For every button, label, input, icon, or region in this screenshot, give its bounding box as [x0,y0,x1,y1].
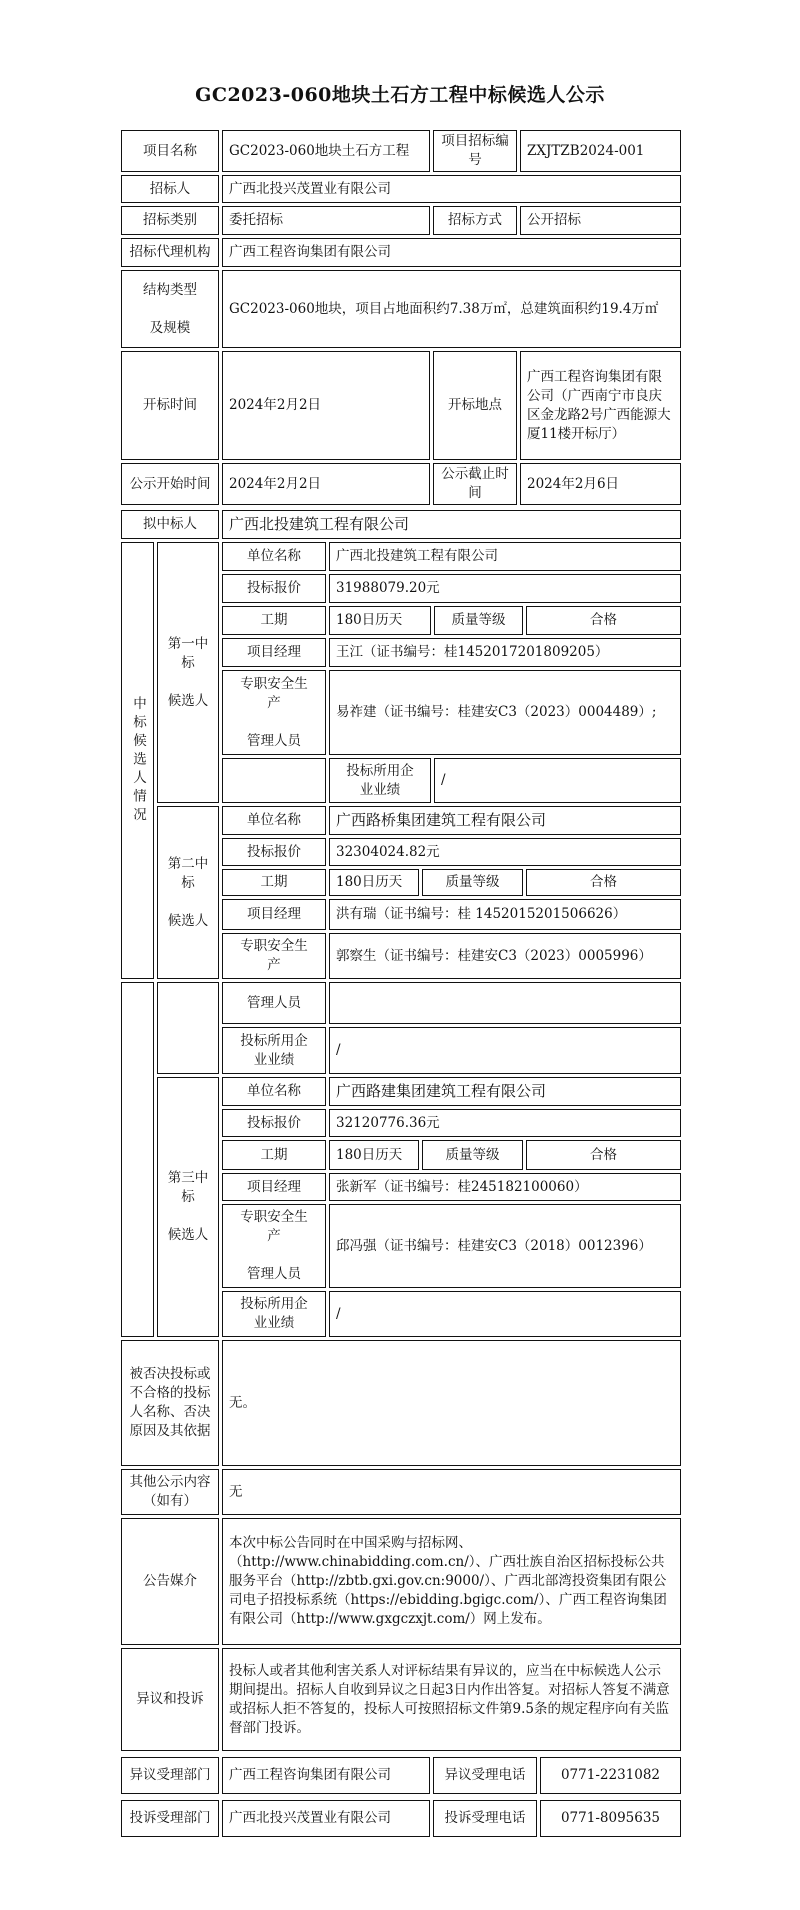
candidate-1-rank: 第一中 标 候选人 [157,542,219,803]
value-media: 本次中标公告同时在中国采购与招标网、（http://www.chinabidding.com.cn/）、广西壮族自治区招标投标公共服务平台（http://zbtb.gxi.gov.cn:9000/）、广西北部湾投资集团有限公司电子招投标系统（https://ebidding.bgigc.com/）、广西工程咨询集团有限公司（http://www.gxgczxjt.com/）网上发布。 [222,1518,681,1645]
value-complaint-dept: 广西北投兴茂置业有限公司 [222,1800,430,1837]
c3-price-label: 投标报价 [222,1109,326,1137]
candidate-2-rank: 第二中 标 候选人 [157,806,219,979]
value-other: 无 [222,1469,681,1515]
value-open-place: 广西工程咨询集团有限公司（广西南宁市良庆区金龙路2号广西能源大厦11楼开标厅） [520,351,681,460]
c1-performance-value: / [434,758,681,803]
c2-safety-value: 郭察生（证书编号：桂建安C3（2023）0005996） [329,933,681,979]
c2-performance-value: / [329,1027,681,1074]
value-objection: 投标人或者其他利害关系人对评标结果有异议的，应当在中标候选人公示期间提出。招标人自收到异议之日起3日内作出答复。对招标人答复不满意或招标人拒不答复的，投标人可按照招标文件第9.5条的规定程序向有关监督部门投诉。 [222,1648,681,1751]
candidates-section-label: 中标候选人情况 [121,542,154,979]
value-objection-phone: 0771-2231082 [540,1757,681,1794]
label-open-time: 开标时间 [121,351,219,460]
c3-safety-label: 专职安全生 产 管理人员 [222,1204,326,1288]
c2-manager-label: 项目经理 [222,899,326,930]
c1-duration-value: 180日历天 [329,606,431,635]
c1-performance-blank [222,758,326,803]
c1-duration-label: 工期 [222,606,326,635]
c1-manager-label: 项目经理 [222,638,326,667]
c2-manager-value: 洪有瑞（证书编号：桂 1452015201506626） [329,899,681,930]
label-objection-dept: 异议受理部门 [121,1757,219,1794]
value-tender-type: 委托招标 [222,206,430,235]
candidates-section-continued [121,982,154,1337]
c1-price-label: 投标报价 [222,574,326,603]
value-project-code: ZXJTZB2024-001 [520,130,681,172]
label-open-place: 开标地点 [433,351,517,460]
c2-safety-label-top: 专职安全生 产 [222,933,326,979]
c1-safety-label: 专职安全生 产 管理人员 [222,670,326,755]
value-structure: GC2023-060地块，项目占地面积约7.38万㎡，总建筑面积约19.4万㎡ [222,270,681,348]
c3-duration-value: 180日历天 [329,1140,419,1170]
c2-unit-label: 单位名称 [222,806,326,835]
label-project-code: 项目招标编号 [433,130,517,172]
c1-unit-label: 单位名称 [222,542,326,571]
label-complaint-phone: 投诉受理电话 [433,1800,537,1837]
c3-unit-label: 单位名称 [222,1077,326,1106]
c1-manager-value: 王江（证书编号：桂1452017201809205） [329,638,681,667]
c2-duration-value: 180日历天 [329,869,419,896]
c3-unit-value: 广西路建集团建筑工程有限公司 [329,1077,681,1106]
c1-unit-value: 广西北投建筑工程有限公司 [329,542,681,571]
value-objection-dept: 广西工程咨询集团有限公司 [222,1757,430,1794]
label-tenderer: 招标人 [121,175,219,203]
label-media: 公告媒介 [121,1518,219,1645]
value-agency: 广西工程咨询集团有限公司 [222,238,681,267]
label-winner: 拟中标人 [121,510,219,539]
label-agency: 招标代理机构 [121,238,219,267]
label-tender-type: 招标类别 [121,206,219,235]
c3-safety-value: 邱冯强（证书编号：桂建安C3（2018）0012396） [329,1204,681,1288]
c2-rank-continued [157,982,219,1074]
c3-price-value: 32120776.36元 [329,1109,681,1137]
c2-duration-label: 工期 [222,869,326,896]
c1-safety-value: 易祚建（证书编号：桂建安C3（2023）0004489）; [329,670,681,755]
label-structure: 结构类型 及规模 [121,270,219,348]
value-open-time: 2024年2月2日 [222,351,430,460]
c3-quality-value: 合格 [526,1140,681,1170]
label-complaint-dept: 投诉受理部门 [121,1800,219,1837]
value-winner: 广西北投建筑工程有限公司 [222,510,681,539]
c3-manager-value: 张新军（证书编号：桂245182100060） [329,1173,681,1201]
value-tender-method: 公开招标 [520,206,681,235]
c2-safety-label-bottom: 管理人员 [222,982,326,1024]
value-rejected: 无。 [222,1340,681,1466]
c2-quality-value: 合格 [526,869,681,896]
c3-duration-label: 工期 [222,1140,326,1170]
value-tenderer: 广西北投兴茂置业有限公司 [222,175,681,203]
c3-quality-label: 质量等级 [422,1140,523,1170]
value-complaint-phone: 0771-8095635 [540,1800,681,1837]
page-title: GC2023-060地块土石方工程中标候选人公示 [195,84,605,106]
c2-performance-label: 投标所用企 业业绩 [222,1027,326,1074]
label-project-name: 项目名称 [121,130,219,172]
label-other: 其他公示内容（如有） [121,1469,219,1515]
c1-price-value: 31988079.20元 [329,574,681,603]
label-tender-method: 招标方式 [433,206,517,235]
c2-safety-value-continued [329,982,681,1024]
c3-performance-value: / [329,1291,681,1337]
c2-unit-value: 广西路桥集团建筑工程有限公司 [329,806,681,835]
label-rejected: 被否决投标或不合格的投标人名称、否决原因及其依据 [121,1340,219,1466]
c2-price-value: 32304024.82元 [329,838,681,866]
c3-performance-label: 投标所用企 业业绩 [222,1291,326,1337]
c1-quality-label: 质量等级 [434,606,523,635]
value-project-name: GC2023-060地块土石方工程 [222,130,430,172]
c1-performance-label: 投标所用企 业业绩 [329,758,431,803]
value-notice-start: 2024年2月2日 [222,463,430,505]
label-objection-phone: 异议受理电话 [433,1757,537,1794]
label-objection: 异议和投诉 [121,1648,219,1751]
c3-manager-label: 项目经理 [222,1173,326,1201]
c1-quality-value: 合格 [526,606,681,635]
candidate-3-rank: 第三中 标 候选人 [157,1077,219,1337]
label-notice-end: 公示截止时间 [433,463,517,505]
label-notice-start: 公示开始时间 [121,463,219,505]
c2-price-label: 投标报价 [222,838,326,866]
c2-quality-label: 质量等级 [422,869,523,896]
value-notice-end: 2024年2月6日 [520,463,681,505]
